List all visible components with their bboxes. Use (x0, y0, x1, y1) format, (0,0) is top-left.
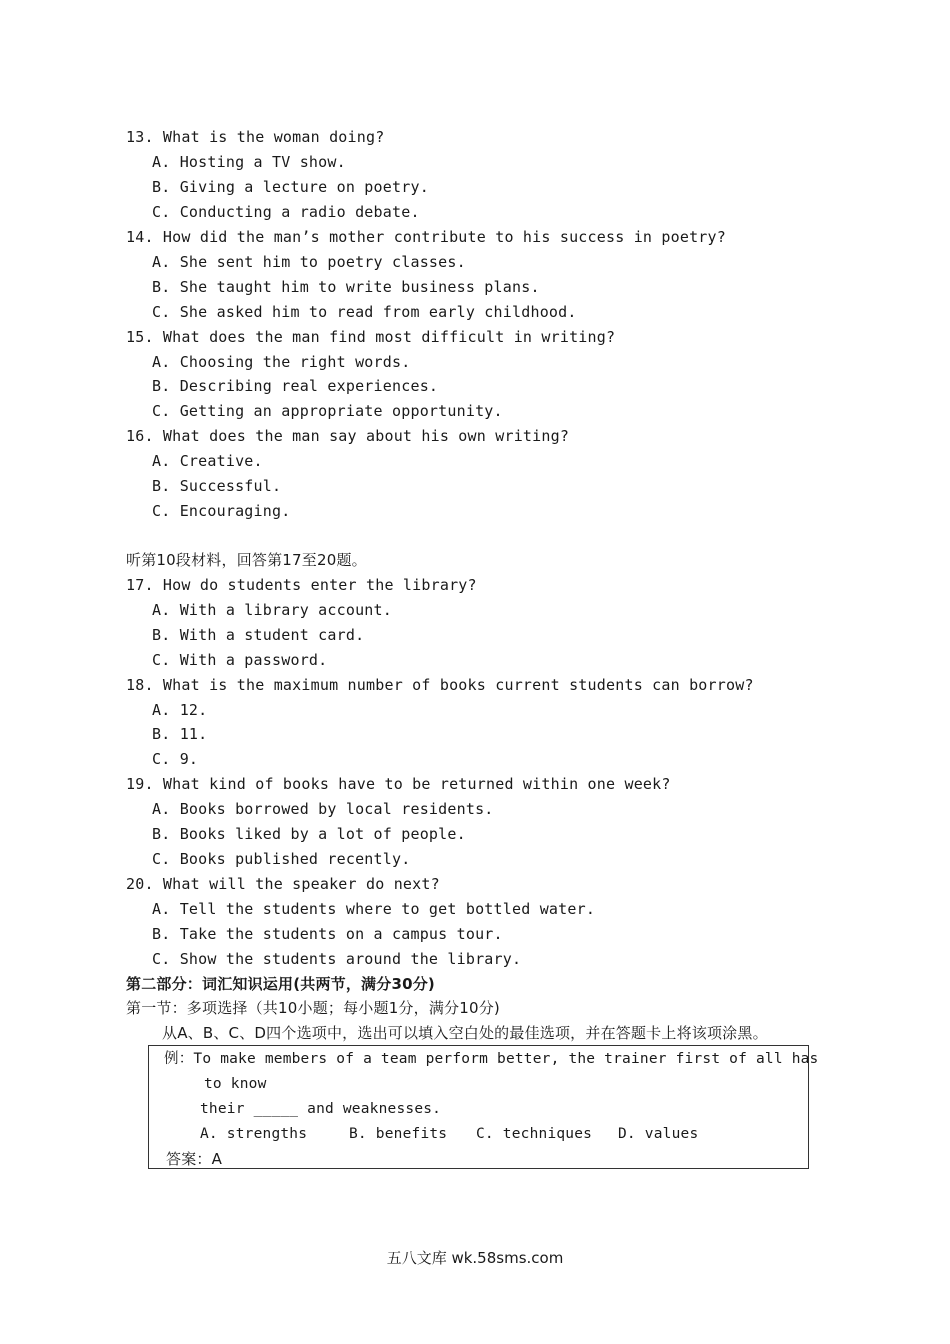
option: A. Choosing the right words. (152, 353, 411, 371)
option: B. Books liked by a lot of people. (152, 825, 466, 843)
option: A. She sent him to poetry classes. (152, 253, 466, 271)
option: B. Describing real experiences. (152, 377, 439, 395)
option: C. Conducting a radio debate. (152, 203, 420, 221)
question-13: 13. What is the woman doing? (126, 128, 385, 146)
option: C. 9. (152, 750, 199, 768)
section1-title: 第一节：多项选择（共10小题；每小题1分，满分10分) (126, 999, 500, 1017)
option: C. Show the students around the library. (152, 950, 522, 968)
option: A. Hosting a TV show. (152, 153, 346, 171)
example-option-a: A. strengths (200, 1126, 308, 1142)
option: B. Giving a lecture on poetry. (152, 178, 429, 196)
example-line-1: 例：To make members of a team perform better, the trainer first of all has (164, 1051, 819, 1067)
part2-title: 第二部分：词汇知识运用(共两节，满分30分) (126, 975, 435, 993)
question-14: 14. How did the man’s mother contribute to his success in poetry? (126, 228, 726, 246)
option: B. She taught him to write business plans. (152, 278, 540, 296)
option: A. Tell the students where to get bottled water. (152, 900, 596, 918)
option: C. With a password. (152, 651, 328, 669)
example-option-d: D. values (618, 1126, 699, 1142)
question-20: 20. What will the speaker do next? (126, 875, 440, 893)
question-19: 19. What kind of books have to be returned within one week? (126, 775, 671, 793)
section-instruction: 听第10段材料，回答第17至20题。 (126, 551, 367, 569)
question-17: 17. How do students enter the library? (126, 576, 477, 594)
question-18: 18. What is the maximum number of books current students can borrow? (126, 676, 754, 694)
option: A. With a library account. (152, 601, 392, 619)
option: B. 11. (152, 725, 208, 743)
option: A. Books borrowed by local residents. (152, 800, 494, 818)
example-line-2: to know (204, 1076, 267, 1092)
example-answer: 答案：A (166, 1150, 223, 1168)
option: C. She asked him to read from early childhood. (152, 303, 577, 321)
option: B. Take the students on a campus tour. (152, 925, 503, 943)
option: C. Books published recently. (152, 850, 411, 868)
example-option-c: C. techniques (476, 1126, 593, 1142)
option: C. Encouraging. (152, 502, 291, 520)
example-option-b: B. benefits (349, 1126, 448, 1142)
option: B. With a student card. (152, 626, 365, 644)
footer-watermark: 五八文库 wk.58sms.com (386, 1249, 564, 1267)
question-16: 16. What does the man say about his own writing? (126, 427, 570, 445)
option: C. Getting an appropriate opportunity. (152, 402, 503, 420)
option: A. 12. (152, 701, 208, 719)
section1-instruction: 从A、B、C、D四个选项中，选出可以填入空白处的最佳选项，并在答题卡上将该项涂黑。 (162, 1024, 768, 1042)
question-15: 15. What does the man find most difficult in writing? (126, 328, 616, 346)
option: A. Creative. (152, 452, 263, 470)
example-line-3: their _____ and weaknesses. (200, 1101, 442, 1117)
option: B. Successful. (152, 477, 282, 495)
